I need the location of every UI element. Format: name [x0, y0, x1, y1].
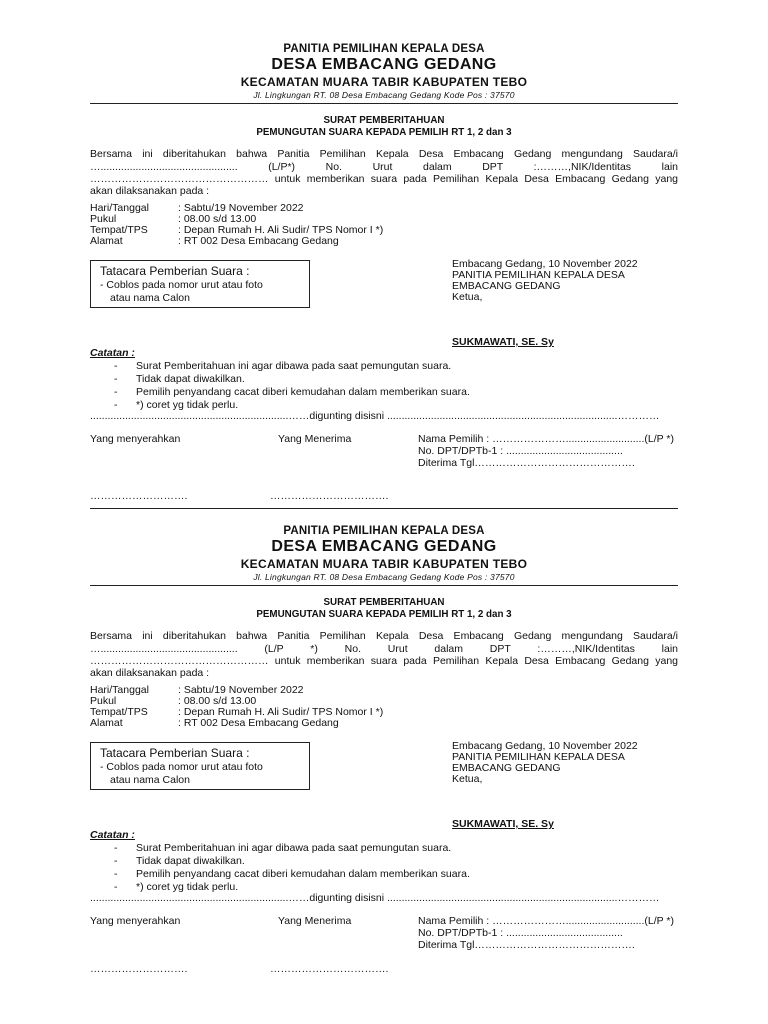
detail-value: : RT 002 Desa Embacang Gedang: [178, 235, 339, 247]
letter-title: SURAT PEMBERITAHUAN: [323, 115, 445, 126]
giver-label: Yang menyerahkan: [90, 433, 181, 445]
detail-value: : RT 002 Desa Embacang Gedang: [178, 717, 339, 729]
receipt-dpt-number: No. DPT/DPTb-1 : ........................................: [418, 445, 623, 457]
receiver-signature-line: …………………………….: [270, 963, 389, 975]
header-divider: [90, 103, 678, 104]
signature-role: Ketua,: [452, 291, 483, 303]
detail-value: : Depan Rumah H. Ali Sudir/ TPS Nomor I *): [178, 224, 384, 236]
receipt-date: Diterima Tgl……………………………………….: [418, 939, 635, 951]
procedure-line: - Coblos pada nomor urut atau foto: [100, 761, 263, 773]
procedure-box: [90, 260, 310, 308]
giver-label: Yang menyerahkan: [90, 915, 181, 927]
bullet-dash: -: [114, 360, 118, 372]
body-line-1: Bersama ini diberitahukan bahwa Panitia Pemilihan Kepala Desa Embacang Gedang mengundang Saudara/i: [90, 630, 678, 642]
giver-signature-line: ……………………….: [90, 963, 188, 975]
detail-value: : 08.00 s/d 13.00: [178, 213, 257, 225]
note-item: Pemilih penyandang cacat diberi kemudahan dalam memberikan suara.: [136, 386, 470, 398]
notice-bottom: [0, 482, 768, 975]
note-item: Pemilih penyandang cacat diberi kemudahan dalam memberikan suara.: [136, 868, 470, 880]
receipt-date: Diterima Tgl……………………………………….: [418, 457, 635, 469]
letter-title: SURAT PEMBERITAHUAN: [323, 597, 445, 608]
signature-org: PANITIA PEMILIHAN KEPALA DESA: [452, 751, 625, 763]
receipt-dpt-number: No. DPT/DPTb-1 : ........................................: [418, 927, 623, 939]
signature-org: EMBACANG GEDANG: [452, 762, 561, 774]
bullet-dash: -: [114, 373, 118, 385]
body-line-2: …............................................... (L/P*) No. Urut dalam DPT :………,NIK/Identitas lain: [90, 161, 678, 173]
detail-label: Tempat/TPS: [90, 224, 148, 236]
note-item: Tidak dapat diwakilkan.: [136, 855, 245, 867]
receiver-label: Yang Menerima: [278, 433, 352, 445]
signatory-name: SUKMAWATI, SE. Sy: [452, 818, 554, 830]
signature-org: EMBACANG GEDANG: [452, 280, 561, 292]
notes-title: Catatan :: [90, 347, 135, 359]
bullet-dash: -: [114, 855, 118, 867]
detail-label: Pukul: [90, 695, 117, 707]
procedure-title: Tatacara Pemberian Suara :: [100, 264, 250, 278]
procedure-title: Tatacara Pemberian Suara :: [100, 746, 250, 760]
procedure-line: - Coblos pada nomor urut atau foto: [100, 279, 263, 291]
procedure-line: atau nama Calon: [110, 774, 190, 786]
village-heading: DESA EMBACANG GEDANG: [271, 56, 497, 73]
detail-label: Hari/Tanggal: [90, 202, 149, 214]
body-line-1: Bersama ini diberitahukan bahwa Panitia Pemilihan Kepala Desa Embacang Gedang mengundang Saudara/i: [90, 148, 678, 160]
body-line-4: akan dilaksanakan pada :: [90, 185, 210, 197]
detail-label: Alamat: [90, 717, 123, 729]
bullet-dash: -: [114, 399, 118, 411]
receiver-label: Yang Menerima: [278, 915, 352, 927]
body-line-2: …............................................... (L/P *) No. Urut dalam DPT :………,NIK/Identitas lain: [90, 643, 678, 655]
giver-signature-line: ……………………….: [90, 490, 188, 502]
detail-value: : 08.00 s/d 13.00: [178, 695, 257, 707]
detail-label: Hari/Tanggal: [90, 684, 149, 696]
detail-value: : Sabtu/19 November 2022: [178, 684, 304, 696]
signature-role: Ketua,: [452, 773, 483, 785]
cut-line: ....................................................................……digunting disisni ...............................................................................…………: [90, 410, 660, 422]
detail-label: Alamat: [90, 235, 123, 247]
note-item: Surat Pemberitahuan ini agar dibawa pada saat pemungutan suara.: [136, 360, 452, 372]
bullet-dash: -: [114, 842, 118, 854]
note-item: *) coret yg tidak perlu.: [136, 881, 239, 893]
note-item: *) coret yg tidak perlu.: [136, 399, 239, 411]
bullet-dash: -: [114, 386, 118, 398]
signature-place-date: Embacang Gedang, 10 November 2022: [452, 740, 638, 752]
detail-value: : Sabtu/19 November 2022: [178, 202, 304, 214]
procedure-box: [90, 742, 310, 790]
note-item: Tidak dapat diwakilkan.: [136, 373, 245, 385]
signature-place-date: Embacang Gedang, 10 November 2022: [452, 258, 638, 270]
letter-subtitle: PEMUNGUTAN SUARA KEPADA PEMILIH RT 1, 2 dan 3: [256, 127, 512, 138]
receipt-voter-name: Nama Pemilih : …………………...........................(L/P *): [418, 433, 674, 445]
body-line-3: …………………………………………… untuk memberikan suara pada Pemilihan Kepala Desa Embacang Gedang yang: [90, 655, 678, 667]
district-heading: KECAMATAN MUARA TABIR KABUPATEN TEBO: [240, 75, 528, 89]
cut-line: ....................................................................……digunting disisni ...............................................................................…………: [90, 892, 660, 904]
detail-value: : Depan Rumah H. Ali Sudir/ TPS Nomor I *): [178, 706, 384, 718]
note-item: Surat Pemberitahuan ini agar dibawa pada saat pemungutan suara.: [136, 842, 452, 854]
bullet-dash: -: [114, 881, 118, 893]
address-line: Jl. Lingkungan RT. 08 Desa Embacang Gedang Kode Pos : 37570: [253, 90, 515, 100]
body-line-4: akan dilaksanakan pada :: [90, 667, 210, 679]
notice-top: [0, 0, 768, 502]
address-line: Jl. Lingkungan RT. 08 Desa Embacang Gedang Kode Pos : 37570: [253, 572, 515, 582]
signature-org: PANITIA PEMILIHAN KEPALA DESA: [452, 269, 625, 281]
receiver-signature-line: …………………………….: [270, 490, 389, 502]
header-divider: [90, 585, 678, 586]
detail-label: Pukul: [90, 213, 117, 225]
village-heading: DESA EMBACANG GEDANG: [271, 538, 497, 555]
committee-heading: PANITIA PEMILIHAN KEPALA DESA: [283, 43, 485, 55]
letter-subtitle: PEMUNGUTAN SUARA KEPADA PEMILIH RT 1, 2 dan 3: [256, 609, 512, 620]
detail-label: Tempat/TPS: [90, 706, 148, 718]
body-line-3: …………………………………………… untuk memberikan suara pada Pemilihan Kepala Desa Embacang Gedang yang: [90, 173, 678, 185]
committee-heading: PANITIA PEMILIHAN KEPALA DESA: [283, 525, 485, 537]
receipt-voter-name: Nama Pemilih : …………………...........................(L/P *): [418, 915, 674, 927]
procedure-line: atau nama Calon: [110, 292, 190, 304]
district-heading: KECAMATAN MUARA TABIR KABUPATEN TEBO: [240, 557, 528, 571]
signatory-name: SUKMAWATI, SE. Sy: [452, 336, 554, 348]
notes-title: Catatan :: [90, 829, 135, 841]
bullet-dash: -: [114, 868, 118, 880]
